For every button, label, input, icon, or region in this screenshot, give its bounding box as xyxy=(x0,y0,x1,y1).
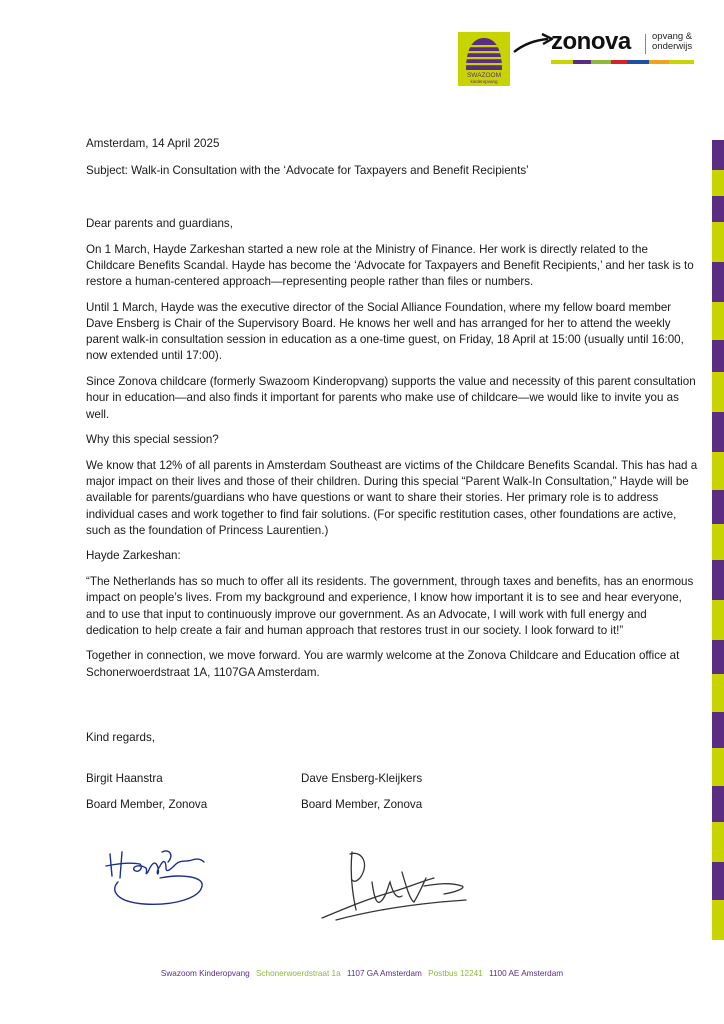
stripe-segment xyxy=(712,262,724,302)
letter-date: Amsterdam, 14 April 2025 xyxy=(86,137,220,150)
footer-org: Swazoom Kinderopvang xyxy=(160,969,250,978)
stripe-segment xyxy=(712,524,724,560)
stripe-segment xyxy=(712,940,724,1024)
footer-address xyxy=(0,969,724,978)
quote-paragraph: “The Netherlands has so much to offer all its residents. The government, through taxes and benefits, has an enormous impact on people’s lives. From my background and experience, I know how important it is to see and hear everyone, and to use that input to continuously improve our government. As an Advocate, I will work with full energy and dedication to help create a fair and human approach that restores trust in our society. I look forward to it!” xyxy=(86,575,694,637)
stripe-segment xyxy=(712,412,724,452)
zonova-logo-wordmark: zonova xyxy=(551,28,631,55)
stripe-segment xyxy=(712,196,724,222)
signatory-1-name: Birgit Haanstra xyxy=(86,772,163,785)
stripe-segment xyxy=(712,140,724,170)
letter-salutation: Dear parents and guardians, xyxy=(86,217,233,230)
footer-street: Schonerwoerdstraat 1a xyxy=(255,969,341,978)
signature-1 xyxy=(100,838,210,908)
stripe-segment xyxy=(712,0,724,140)
letter-paragraph: Since Zonova childcare (formerly Swazoom Kinderopvang) supports the value and necessity of this parent consultation hour in education—and also finds it important for parents who make use of childcare—we would like to invite you as well. xyxy=(86,375,696,421)
letter-paragraph: We know that 12% of all parents in Amsterdam Southeast are victims of the Childcare Benefits Scandal. This has had a major impact on their lives and those of their children. During this special “Parent Walk-In Consultation,” Hayde will be available for parents/guardians who have questions or want to share their stories. Her primary role is to address individual cases and work together to find fair solutions. (For specific restitution cases, other foundations are active, such as the foundation of Princess Laurentien.) xyxy=(86,458,698,537)
stripe-segment xyxy=(712,560,724,600)
side-decorative-stripe xyxy=(712,0,724,1024)
letter-closing: Kind regards, xyxy=(86,731,155,744)
stripe-segment xyxy=(712,786,724,822)
signatory-2-name: Dave Ensberg-Kleijkers xyxy=(301,772,423,785)
stripe-segment xyxy=(712,640,724,674)
section-heading: Why this special session? xyxy=(86,433,219,447)
zonova-color-bar xyxy=(551,60,694,64)
footer-postbus-city: 1100 AE Amsterdam xyxy=(489,969,564,978)
zonova-tagline-line-2: onderwijs xyxy=(652,41,693,52)
swazoom-logo xyxy=(458,32,510,86)
stripe-segment xyxy=(712,490,724,524)
stripe-segment xyxy=(712,748,724,786)
letter-body xyxy=(86,216,698,690)
signatory-1-role: Board Member, Zonova xyxy=(86,798,208,811)
letter-paragraph: On 1 March, Hayde Zarkeshan started a new role at the Ministry of Finance. Her work is directly related to the Childcare Benefits Scandal. Hayde has become the ‘Advocate for Taxpayers and Benefit Recipients,’ and her task is to restore a human-centered approach—representing people rather than files or numbers. xyxy=(86,242,694,289)
signatory-2-role: Board Member, Zonova xyxy=(301,798,423,811)
arrow-right-icon xyxy=(512,30,556,56)
letter-paragraph: Until 1 March, Hayde was the executive director of the Social Alliance Foundation, where my fellow board member Dave Ensberg is Chair of the Supervisory Board. He knows her well and has arranged for her to attend the weekly parent walk-in consultation session in education as a one-time guest, on Friday, 18 April at 15:00 (usually until 16:00, now extended until 17:00). xyxy=(86,300,684,363)
stripe-segment xyxy=(712,674,724,712)
footer-postcode-city: 1107 GA Amsterdam xyxy=(346,969,422,978)
stripe-segment xyxy=(712,170,724,196)
stripe-segment xyxy=(712,900,724,940)
stripe-segment xyxy=(712,340,724,372)
signature-2 xyxy=(316,842,476,926)
logo-divider xyxy=(645,34,646,54)
stripe-segment xyxy=(712,712,724,748)
stripe-segment xyxy=(712,372,724,412)
swazoom-logo-text: SWAZOOM xyxy=(466,72,502,79)
letter-subject: Subject: Walk-in Consultation with the ‘Advocate for Taxpayers and Benefit Recipients’ xyxy=(86,164,529,177)
stripe-segment xyxy=(712,862,724,900)
swazoom-logo-subtext: kinderopvang xyxy=(470,79,498,84)
stripe-segment xyxy=(712,822,724,862)
stripe-segment xyxy=(712,222,724,262)
stripe-segment xyxy=(712,600,724,640)
stripe-segment xyxy=(712,302,724,340)
zonova-tagline xyxy=(652,32,692,52)
footer-postbus: Postbus 12241 xyxy=(428,969,483,978)
quote-attribution: Hayde Zarkeshan: xyxy=(86,549,181,563)
zonova-tagline-line-1: opvang & xyxy=(652,31,693,42)
letter-paragraph: Together in connection, we move forward. You are warmly welcome at the Zonova Childcare and Education office at Schonerwoerdstraat 1A, 1107GA Amsterdam. xyxy=(86,649,680,679)
stripe-segment xyxy=(712,452,724,490)
